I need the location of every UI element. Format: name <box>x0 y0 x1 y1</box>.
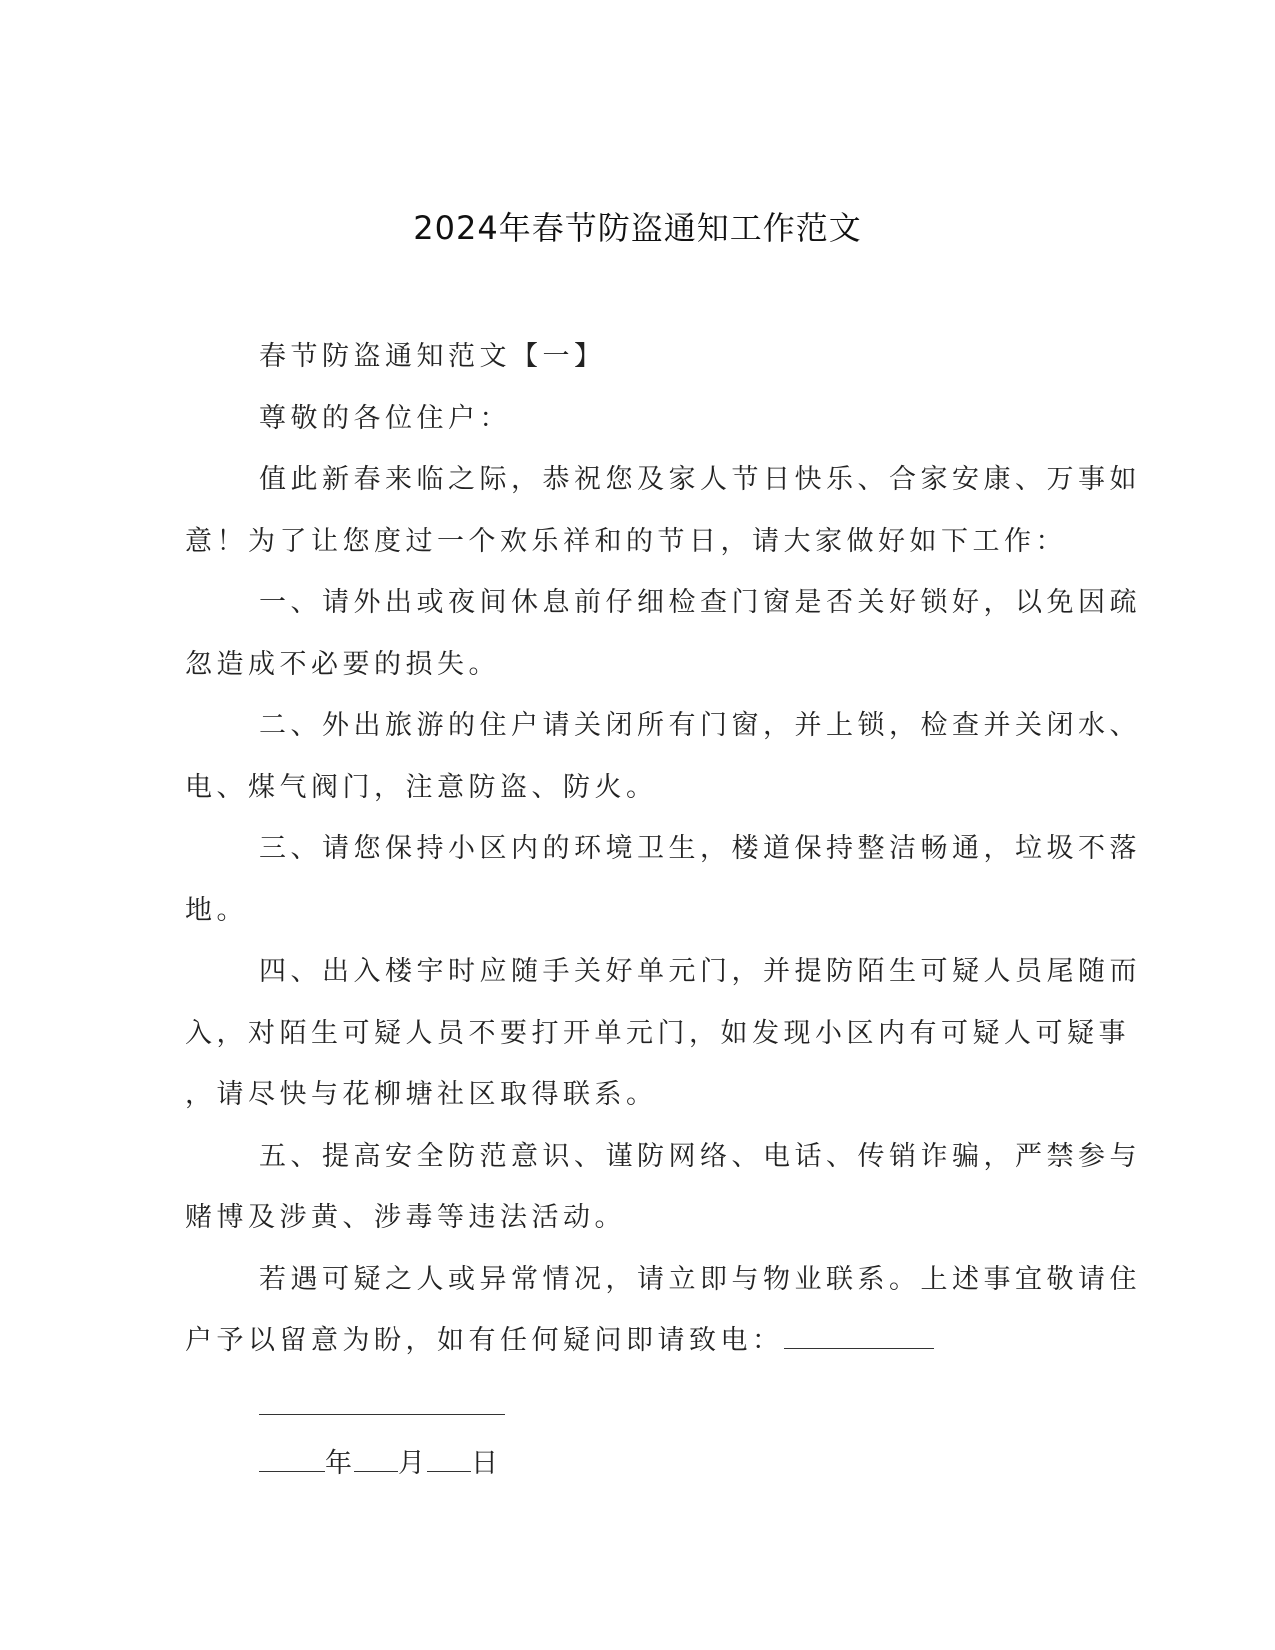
item-2-line-2: 电、煤气阀门，注意防盗、防火。 <box>185 771 658 803</box>
month-blank <box>354 1447 398 1472</box>
section-heading: 春节防盗通知范文【一】 <box>259 341 606 372</box>
phone-blank <box>784 1324 934 1349</box>
year-blank <box>259 1447 325 1472</box>
item-1-line-2: 忽造成不必要的损失。 <box>185 648 500 680</box>
item-3-line-2: 地。 <box>185 894 248 926</box>
item-5-line-1: 五、提高安全防范意识、谨防网络、电话、传销诈骗，严禁参与 <box>259 1140 1141 1172</box>
item-3-line-1: 三、请您保持小区内的环境卫生，楼道保持整洁畅通，垃圾不落 <box>259 833 1141 864</box>
item-5-line-2: 赌博及涉黄、涉毒等违法活动。 <box>185 1202 626 1233</box>
page-title: 2024年春节防盗通知工作范文 <box>413 209 862 247</box>
year-label: 年 <box>325 1448 354 1479</box>
month-label: 月 <box>398 1448 427 1479</box>
item-4-line-1: 四、出入楼宇时应随手关好单元门，并提防陌生可疑人员尾随而 <box>259 956 1141 987</box>
intro-line-1: 值此新春来临之际，恭祝您及家人节日快乐、合家安康、万事如 <box>259 464 1141 495</box>
item-4-line-3: ，请尽快与花柳塘社区取得联系。 <box>185 1079 658 1110</box>
salutation: 尊敬的各位住户： <box>259 402 511 434</box>
document-body <box>185 326 1141 1372</box>
closing-line-1: 若遇可疑之人或异常情况，请立即与物业联系。上述事宜敬请住 <box>259 1263 1141 1295</box>
item-2-line-1: 二、外出旅游的住户请关闭所有门窗，并上锁，检查并关闭水、 <box>259 710 1141 741</box>
signature-line <box>259 1414 505 1415</box>
closing-line-2 <box>185 1310 1055 1372</box>
item-1-line-1: 一、请外出或夜间休息前仔细检查门窗是否关好锁好，以免因疏 <box>259 587 1141 618</box>
item-4-line-2: 入，对陌生可疑人员不要打开单元门，如发现小区内有可疑人可疑事 <box>185 1017 1130 1049</box>
day-blank <box>427 1447 471 1472</box>
closing-line-2-text: 户予以留意为盼，如有任何疑问即请致电： <box>185 1325 784 1356</box>
date-line <box>259 1444 500 1484</box>
intro-line-2: 意！为了让您度过一个欢乐祥和的节日，请大家做好如下工作： <box>185 525 1067 557</box>
day-label: 日 <box>471 1448 500 1479</box>
